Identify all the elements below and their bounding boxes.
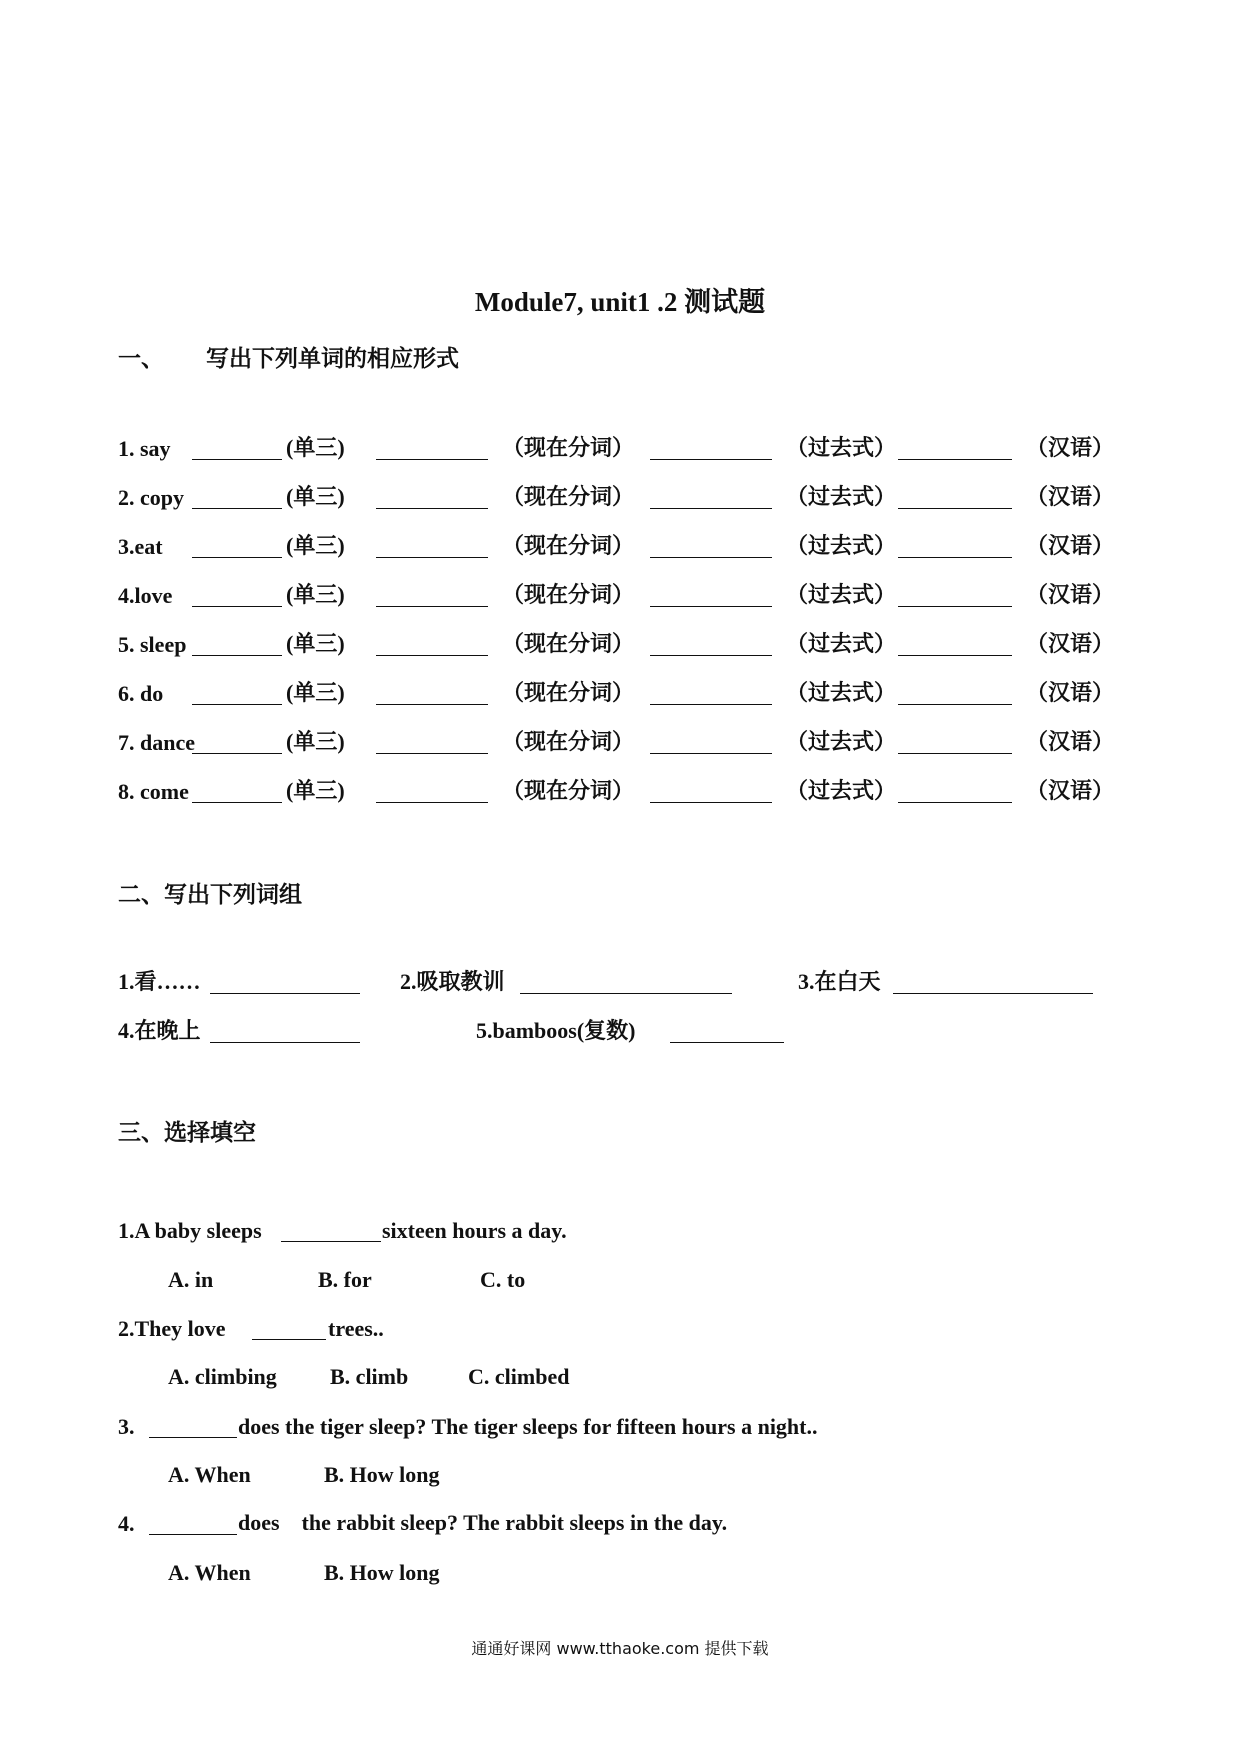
phrase-label-3: 3.在白天 xyxy=(798,969,881,994)
third-person-label: (单三) xyxy=(286,533,345,558)
third-person-label: (单三) xyxy=(286,778,345,803)
q4-option-b[interactable]: B. How long xyxy=(324,1560,440,1585)
present-participle-label: （现在分词） xyxy=(502,435,635,460)
present-participle-label: （现在分词） xyxy=(502,631,635,656)
question-3 xyxy=(118,1410,1128,1444)
present-participle-blank[interactable] xyxy=(376,753,488,754)
phrase-blank-3[interactable] xyxy=(893,993,1093,994)
chinese-meaning-label: （汉语） xyxy=(1026,435,1115,460)
present-participle-blank[interactable] xyxy=(376,802,488,803)
q3-option-b[interactable]: B. How long xyxy=(324,1462,440,1487)
word-row-3 xyxy=(118,530,1128,564)
phrase-blank-1[interactable] xyxy=(210,993,360,994)
question-2-blank[interactable] xyxy=(252,1339,326,1340)
word-label: 2. copy xyxy=(118,485,184,510)
third-person-label: (单三) xyxy=(286,484,345,509)
q4-option-a[interactable]: A. When xyxy=(168,1560,251,1585)
past-tense-label: （过去式） xyxy=(786,729,897,754)
chinese-meaning-label: （汉语） xyxy=(1026,582,1115,607)
past-tense-blank[interactable] xyxy=(650,459,772,460)
present-participle-label: （现在分词） xyxy=(502,582,635,607)
past-tense-blank[interactable] xyxy=(650,802,772,803)
question-2-prefix: 2.They love xyxy=(118,1316,226,1341)
present-participle-label: （现在分词） xyxy=(502,729,635,754)
phrase-label-4: 4.在晚上 xyxy=(118,1018,201,1043)
present-participle-blank[interactable] xyxy=(376,508,488,509)
past-tense-label: （过去式） xyxy=(786,533,897,558)
chinese-meaning-blank[interactable] xyxy=(898,508,1012,509)
third-person-blank[interactable] xyxy=(192,557,282,558)
third-person-blank[interactable] xyxy=(192,655,282,656)
section1-heading xyxy=(118,340,459,373)
third-person-label: (单三) xyxy=(286,729,345,754)
past-tense-blank[interactable] xyxy=(650,704,772,705)
question-4-suffix: does the rabbit sleep? The rabbit sleeps in the day. xyxy=(238,1510,728,1535)
third-person-label: (单三) xyxy=(286,631,345,656)
chinese-meaning-label: （汉语） xyxy=(1026,680,1115,705)
third-person-blank[interactable] xyxy=(192,459,282,460)
third-person-blank[interactable] xyxy=(192,704,282,705)
third-person-label: (单三) xyxy=(286,435,345,460)
chinese-meaning-label: （汉语） xyxy=(1026,533,1115,558)
phrase-label-1: 1.看…… xyxy=(118,969,201,994)
section2-heading: 二、写出下列词组 xyxy=(118,882,302,907)
chinese-meaning-label: （汉语） xyxy=(1026,631,1115,656)
phrase-blank-2[interactable] xyxy=(520,993,732,994)
word-row-2 xyxy=(118,481,1128,515)
word-row-5 xyxy=(118,628,1128,662)
third-person-label: (单三) xyxy=(286,680,345,705)
present-participle-blank[interactable] xyxy=(376,557,488,558)
third-person-blank[interactable] xyxy=(192,802,282,803)
question-4 xyxy=(118,1507,1128,1541)
word-label: 3.eat xyxy=(118,534,163,559)
page-title: Module7, unit1 .2 测试题 xyxy=(474,287,766,317)
past-tense-label: （过去式） xyxy=(786,582,897,607)
question-3-blank[interactable] xyxy=(149,1437,237,1438)
present-participle-blank[interactable] xyxy=(376,459,488,460)
present-participle-label: （现在分词） xyxy=(502,484,635,509)
third-person-label: (单三) xyxy=(286,582,345,607)
chinese-meaning-label: （汉语） xyxy=(1026,778,1115,803)
third-person-blank[interactable] xyxy=(192,508,282,509)
word-label: 5. sleep xyxy=(118,632,187,657)
third-person-blank[interactable] xyxy=(192,753,282,754)
past-tense-label: （过去式） xyxy=(786,435,897,460)
past-tense-blank[interactable] xyxy=(650,606,772,607)
phrase-blank-5[interactable] xyxy=(670,1042,784,1043)
question-2-options xyxy=(118,1360,1128,1394)
question-3-options xyxy=(118,1458,1128,1492)
past-tense-label: （过去式） xyxy=(786,484,897,509)
past-tense-label: （过去式） xyxy=(786,680,897,705)
question-3-prefix: 3. xyxy=(118,1414,135,1439)
word-row-6 xyxy=(118,677,1128,711)
present-participle-blank[interactable] xyxy=(376,704,488,705)
q2-option-b[interactable]: B. climb xyxy=(330,1364,409,1389)
past-tense-label: （过去式） xyxy=(786,778,897,803)
question-4-blank[interactable] xyxy=(149,1534,237,1535)
third-person-blank[interactable] xyxy=(192,606,282,607)
present-participle-label: （现在分词） xyxy=(502,680,635,705)
present-participle-blank[interactable] xyxy=(376,606,488,607)
question-4-prefix: 4. xyxy=(118,1511,135,1536)
word-row-7 xyxy=(118,726,1128,760)
word-row-1 xyxy=(118,432,1128,466)
phrase-label-2: 2.吸取教训 xyxy=(400,969,505,994)
word-label: 6. do xyxy=(118,681,164,706)
q1-option-c[interactable]: C. to xyxy=(480,1267,526,1292)
q1-option-a[interactable]: A. in xyxy=(168,1267,214,1292)
phrase-row-2 xyxy=(118,1015,1128,1049)
chinese-meaning-blank[interactable] xyxy=(898,704,1012,705)
section3-heading: 三、选择填空 xyxy=(118,1120,256,1145)
chinese-meaning-blank[interactable] xyxy=(898,557,1012,558)
footer-credit: 通通好课网 www.tthaoke.com 提供下载 xyxy=(471,1639,769,1658)
chinese-meaning-blank[interactable] xyxy=(898,802,1012,803)
word-label: 7. dance xyxy=(118,730,195,755)
past-tense-blank[interactable] xyxy=(650,508,772,509)
question-1-suffix: sixteen hours a day. xyxy=(382,1218,567,1243)
question-1-options xyxy=(118,1263,1128,1297)
chinese-meaning-blank[interactable] xyxy=(898,655,1012,656)
section1-number: 一、 xyxy=(118,346,164,371)
q1-option-b[interactable]: B. for xyxy=(318,1267,372,1292)
past-tense-label: （过去式） xyxy=(786,631,897,656)
chinese-meaning-blank[interactable] xyxy=(898,459,1012,460)
past-tense-blank[interactable] xyxy=(650,655,772,656)
chinese-meaning-label: （汉语） xyxy=(1026,484,1115,509)
phrase-blank-4[interactable] xyxy=(210,1042,360,1043)
question-1-prefix: 1.A baby sleeps xyxy=(118,1218,262,1243)
question-4-options xyxy=(118,1556,1128,1590)
section1-title: 写出下列单词的相应形式 xyxy=(206,346,459,371)
word-row-8 xyxy=(118,775,1128,809)
question-2 xyxy=(118,1312,1128,1346)
past-tense-blank[interactable] xyxy=(650,753,772,754)
chinese-meaning-label: （汉语） xyxy=(1026,729,1115,754)
question-1 xyxy=(118,1214,1128,1248)
present-participle-label: （现在分词） xyxy=(502,778,635,803)
q3-option-a[interactable]: A. When xyxy=(168,1462,251,1487)
chinese-meaning-blank[interactable] xyxy=(898,606,1012,607)
question-1-blank[interactable] xyxy=(281,1241,381,1242)
word-label: 1. say xyxy=(118,436,171,461)
q2-option-a[interactable]: A. climbing xyxy=(168,1364,277,1389)
word-label: 4.love xyxy=(118,583,173,608)
chinese-meaning-blank[interactable] xyxy=(898,753,1012,754)
present-participle-label: （现在分词） xyxy=(502,533,635,558)
word-label: 8. come xyxy=(118,779,189,804)
phrase-row-1 xyxy=(118,966,1128,1000)
phrase-label-5: 5.bamboos(复数) xyxy=(476,1018,636,1043)
question-2-suffix: trees.. xyxy=(328,1316,384,1341)
q2-option-c[interactable]: C. climbed xyxy=(468,1364,570,1389)
present-participle-blank[interactable] xyxy=(376,655,488,656)
question-3-suffix: does the tiger sleep? The tiger sleeps for fifteen hours a night.. xyxy=(238,1414,818,1439)
word-row-4 xyxy=(118,579,1128,613)
past-tense-blank[interactable] xyxy=(650,557,772,558)
